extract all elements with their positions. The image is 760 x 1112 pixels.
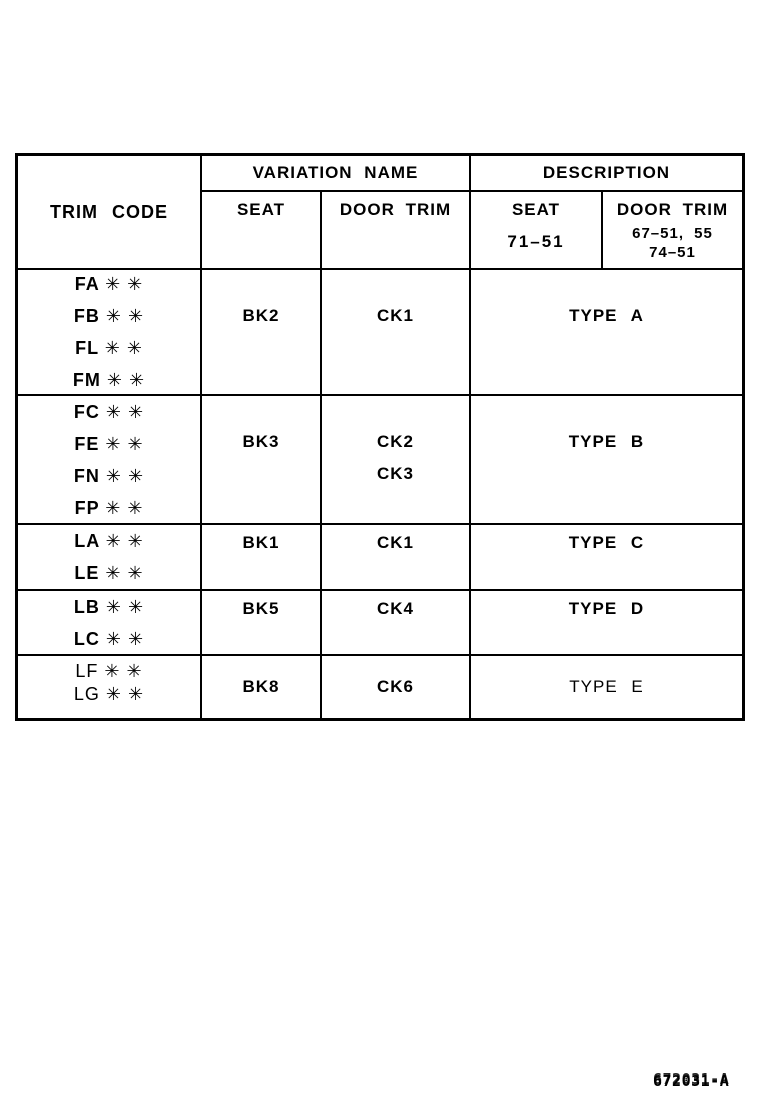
door-trim-code-cell <box>322 591 471 656</box>
trim-code-value: FA ✳ ✳ <box>74 274 144 294</box>
door-trim-code: CK6 <box>376 677 414 696</box>
seat-code: BK2 <box>242 306 280 325</box>
door-trim-code-cell <box>322 270 471 396</box>
type-description-cell <box>471 591 742 656</box>
trim-code-value: FE ✳ ✳ <box>74 433 144 454</box>
seat-code: BK5 <box>242 599 280 618</box>
header-trim-code <box>18 156 202 270</box>
seat-code-cell <box>202 591 322 656</box>
trim-code-cell <box>18 591 202 656</box>
trim-code-cell <box>18 656 202 718</box>
door-trim-code-cell <box>322 396 471 525</box>
door-trim-code: CK2 <box>376 432 414 451</box>
description-door-section-ref-1: 67–51, 55 <box>632 225 713 242</box>
seat-code-cell <box>202 525 322 591</box>
trim-code-value: LE ✳ ✳ <box>74 563 144 583</box>
trim-code-value: LF ✳ ✳ <box>75 661 143 681</box>
header-description-seat-label: SEAT <box>511 200 561 219</box>
trim-code-value: LB ✳ ✳ <box>73 596 145 617</box>
trim-code-value: LC ✳ ✳ <box>73 628 145 649</box>
header-variation-seat <box>202 192 322 270</box>
type-description: TYPE A <box>569 306 644 325</box>
trim-code-value: FB ✳ ✳ <box>73 306 145 326</box>
seat-code-cell <box>202 270 322 396</box>
header-description <box>471 156 742 192</box>
type-description-cell <box>471 270 742 396</box>
type-description: TYPE D <box>568 599 645 618</box>
door-trim-code-cell <box>322 525 471 591</box>
trim-code-value: LG ✳ ✳ <box>73 684 145 704</box>
description-seat-section-ref: 71–51 <box>507 232 565 251</box>
trim-code-table <box>15 153 745 721</box>
trim-code-value: FM ✳ ✳ <box>72 370 146 390</box>
door-trim-code: CK1 <box>376 533 414 552</box>
header-description-door-trim <box>603 192 742 270</box>
header-variation-name-label: VARIATION NAME <box>252 163 419 182</box>
header-variation-door-trim <box>322 192 471 270</box>
header-description-door-trim-label: DOOR TRIM <box>616 200 729 219</box>
trim-code-value: FC ✳ ✳ <box>73 401 145 422</box>
door-trim-code: CK1 <box>376 306 414 325</box>
header-description-seat <box>471 192 603 270</box>
header-trim-code-label: TRIM CODE <box>50 201 168 222</box>
trim-code-cell <box>18 270 202 396</box>
trim-code-value: FL ✳ ✳ <box>75 338 143 358</box>
seat-code: BK1 <box>242 533 280 552</box>
header-variation-seat-label: SEAT <box>236 200 286 219</box>
door-trim-code: CK3 <box>376 464 414 483</box>
type-description-cell <box>471 525 742 591</box>
header-variation-door-trim-label: DOOR TRIM <box>339 200 452 219</box>
door-trim-code-cell <box>322 656 471 718</box>
type-description: TYPE C <box>568 533 645 552</box>
trim-code-cell <box>18 396 202 525</box>
trim-code-value: FP ✳ ✳ <box>74 497 144 518</box>
seat-code: BK3 <box>242 432 280 451</box>
door-trim-code: CK4 <box>376 599 414 618</box>
type-description-cell <box>471 656 742 718</box>
seat-code: BK8 <box>242 677 280 696</box>
trim-code-cell <box>18 525 202 591</box>
header-description-label: DESCRIPTION <box>542 163 671 182</box>
drawing-number: 672031-A <box>653 1072 730 1090</box>
seat-code-cell <box>202 396 322 525</box>
trim-code-value: LA ✳ ✳ <box>74 531 144 551</box>
type-description-cell <box>471 396 742 525</box>
seat-code-cell <box>202 656 322 718</box>
type-description: TYPE B <box>568 432 645 451</box>
type-description: TYPE E <box>569 677 644 696</box>
description-door-section-ref-2: 74–51 <box>649 244 696 261</box>
header-variation-name <box>202 156 471 192</box>
trim-code-value: FN ✳ ✳ <box>73 465 145 486</box>
